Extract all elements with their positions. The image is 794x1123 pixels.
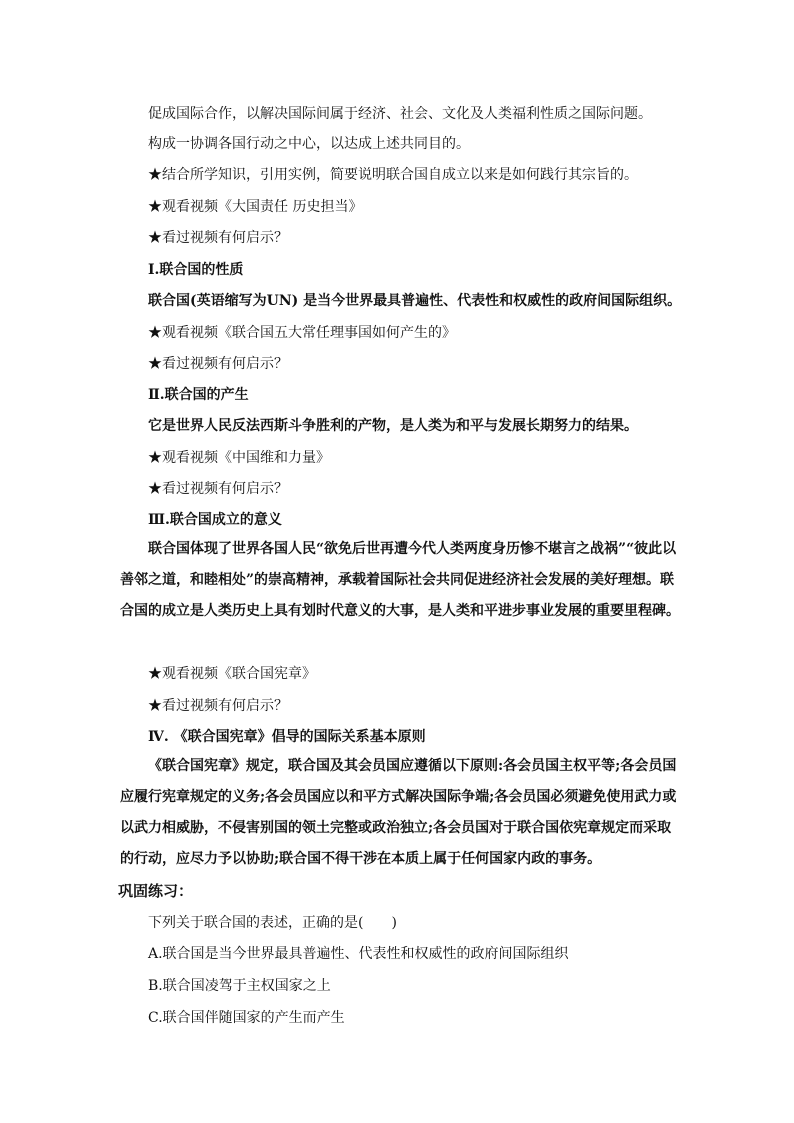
option-c: C.联合国伴随国家的产生而产生	[148, 1010, 345, 1026]
paragraph-significance: 联合国体现了世界各国人民“欲免后世再遭今代人类两度身历惨不堪言之战祸”“彼此以善邻之道，和睦相处”的崇高精神，承载着国际社会共同促进经济社会发展的美好理想。联合国的成立是人类历史上具有划时代意义的大事，是人类和平进步事业发展的重要里程碑。	[120, 541, 680, 619]
text-line: ★看过视频有何启示？	[148, 356, 288, 372]
text-line: 联合国(英语缩写为UN) 是当今世界最具普遍性、代表性和权威性的政府间国际组织。	[148, 293, 682, 309]
text-line: ★看过视频有何启示？	[148, 481, 288, 497]
option-a: A.联合国是当今世界最具普遍性、代表性和权威性的政府间国际组织	[148, 946, 569, 962]
paragraph-principles: 《联合国宪章》规定，联合国及其会员国应遵循以下原则:各会员国主权平等;各会员国应履行宪章规定的义务;各会员国应以和平方式解决国际争端;各会员国必须避免使用武力或以武力相威胁，不侵害别国的领土完整或政治独立;各会员国对于联合国依宪章规定而采取的行动，应尽力予以协助;联合国不得干涉在本质上属于任何国家内政的事务。	[120, 758, 677, 867]
section-heading: Ⅰ.联合国的性质	[148, 262, 244, 278]
text-line: ★观看视频《联合国宪章》	[148, 666, 316, 682]
text-line: ★结合所学知识，引用实例，简要说明联合国自成立以来是如何践行其宗旨的。	[148, 167, 638, 183]
text-line: ★观看视频《大国责任 历史担当》	[148, 199, 363, 215]
text-line: 它是世界人民反法西斯斗争胜利的产物，是人类为和平与发展长期努力的结果。	[148, 418, 638, 434]
section-heading: Ⅳ. 《联合国宪章》倡导的国际关系基本原则	[148, 729, 426, 745]
question-text: 下列关于联合国的表述，正确的是( )	[148, 915, 397, 931]
option-b: B.联合国凌驾于主权国家之上	[148, 978, 331, 994]
text-line: ★看过视频有何启示？	[148, 698, 288, 714]
text-line: 构成一协调各国行动之中心，以达成上述共同目的。	[148, 136, 470, 152]
section-heading: Ⅲ.联合国成立的意义	[148, 512, 282, 528]
section-heading: Ⅱ.联合国的产生	[148, 387, 249, 403]
text-line: ★看过视频有何启示？	[148, 230, 288, 246]
text-line: ★观看视频《联合国五大常任理事国如何产生的》	[148, 325, 456, 341]
text-line: ★观看视频《中国维和力量》	[148, 450, 330, 466]
exercise-title: 巩固练习：	[118, 882, 194, 900]
text-line: 促成国际合作，以解决国际间属于经济、社会、文化及人类福利性质之国际问题。	[148, 106, 652, 122]
